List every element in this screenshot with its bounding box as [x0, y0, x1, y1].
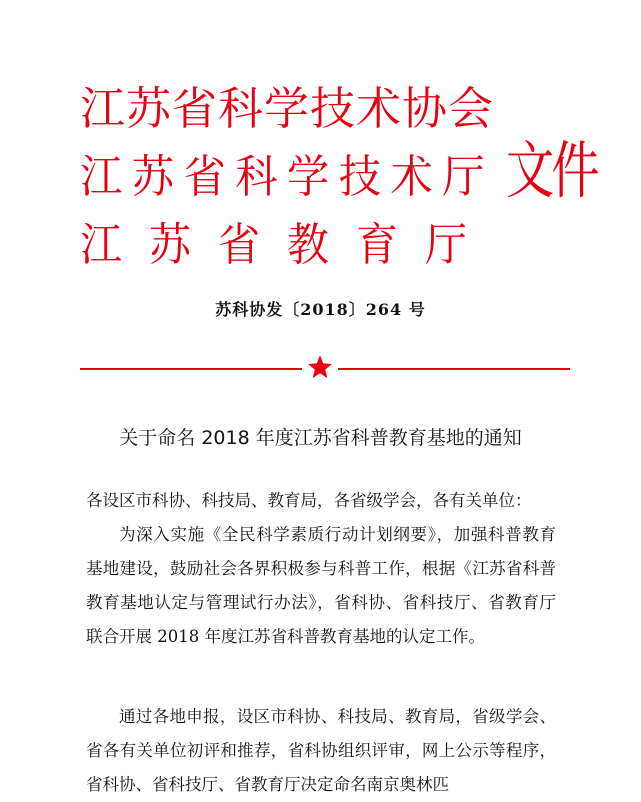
star-icon [307, 354, 333, 380]
notice-title: 关于命名 2018 年度江苏省科普教育基地的通知 [119, 427, 522, 449]
document-number: 苏科协发〔2018〕264 号 [215, 300, 426, 319]
body-paragraph-2: 通过各地申报，设区市科协、科技局、教育局，省级学会、省各有关单位初评和推荐，省科协组织评审，网上公示等程序，省科协、省科技厅、省教育厅决定命名南京奥林匹 [86, 707, 556, 794]
issuer-name-2: 江苏省科学技术厅 [80, 150, 495, 203]
divider-line-left [80, 368, 302, 370]
body-paragraph-1: 为深入实施《全民科学素质行动计划纲要》，加强科普教育基地建设，鼓励社会各界积极参与科普工作，根据《江苏省科普教育基地认定与管理试行办法》，省科协、省科技厅、省教育厅联合开展 2018 年度江苏省科普教育基地的认定工作。 [86, 525, 556, 646]
divider-line-right [338, 368, 570, 370]
issuer-name-1: 江苏省科学技术协会 [80, 82, 495, 135]
salutation: 各设区市科协、科技局、教育局，各省级学会，各有关单位： [86, 491, 532, 510]
issuer-name-3: 江苏省教育厅 [80, 218, 495, 271]
document-label: 文件 [506, 134, 597, 207]
